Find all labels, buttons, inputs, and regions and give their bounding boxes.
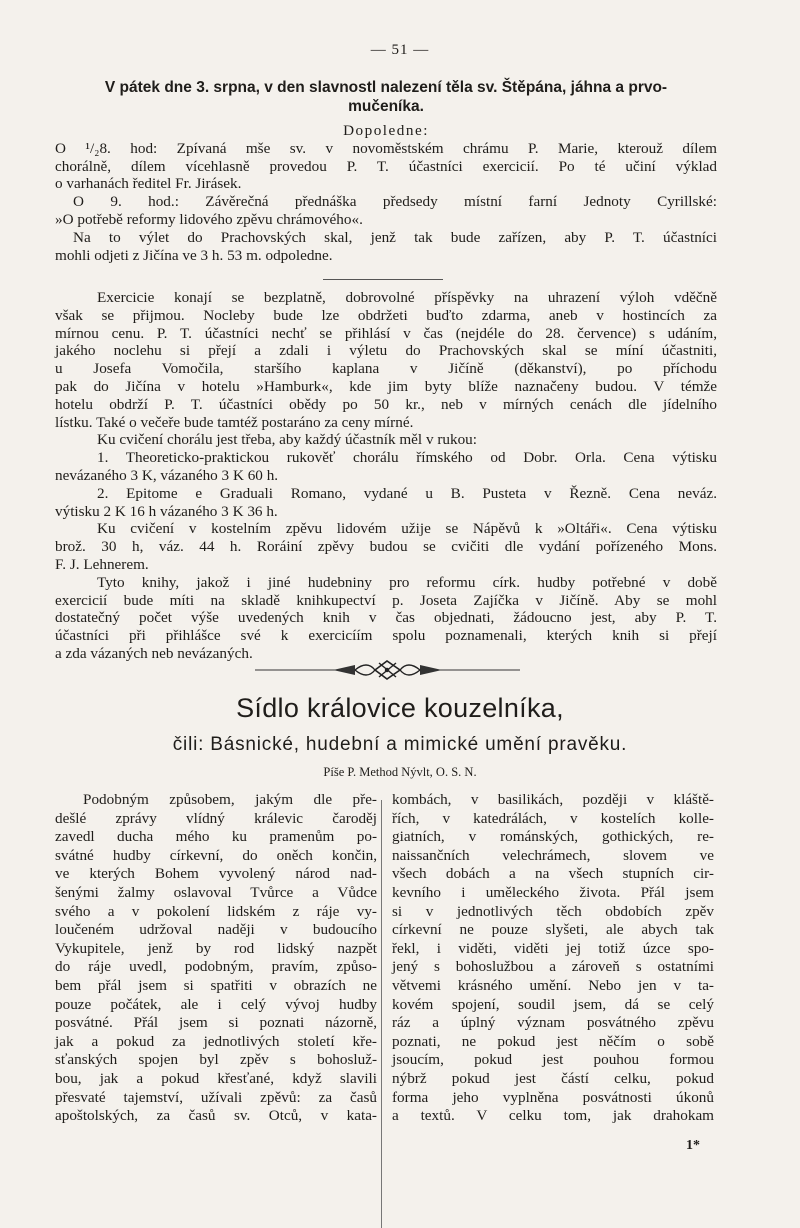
column-line: do ráje uvedl, podobným, pravím, způso- bbox=[55, 958, 377, 976]
column-line: apoštolských, za časů sv. Otců, v kata- bbox=[55, 1107, 377, 1125]
exercise-line: účastníci při přihlášce své k exercicíím spolu poznamenali, kterých knih si přejí bbox=[55, 627, 717, 645]
schedule-heading: Dopoledne: bbox=[343, 122, 429, 139]
column-line: kombách, v basilikách, později v kláště- bbox=[392, 791, 714, 808]
exercise-line: hotelu obdrží P. T. účastníci obědy po 50 kr., neb v mírných cenách dle jídelního bbox=[55, 395, 717, 413]
column-line: přesvaté tajemství, užívali zpěvů: za časů bbox=[55, 1088, 377, 1106]
column-line: svátné hudby církevní, do oněch končin, bbox=[55, 846, 377, 864]
schedule-line: O ¹/₂8. hod: Zpívaná mše sv. v novoměstském chrámu P. Marie, kterouž dílem bbox=[55, 139, 717, 157]
column-line: jak a pokud za jednotlivých století kře- bbox=[55, 1032, 377, 1050]
exercise-line: výtisku 2 K 16 h vázaného 3 K 36 h. bbox=[55, 502, 278, 520]
article-column-left bbox=[55, 791, 377, 1126]
schedule-section bbox=[55, 122, 717, 264]
exercise-line: brož. 30 h, váz. 44 h. Roráiní zpěvy budou se cvičiti dle vydání pořízeného Mons. bbox=[55, 538, 717, 556]
article-subtitle: čili: Básnické, hudební a mimické umění pravěku. bbox=[172, 734, 628, 755]
exercise-line: mírnou cenu. P. T. účastníci nechť se přihlásí v čas (nejdéle do 28. července) s udáním, bbox=[55, 324, 717, 342]
exercise-line: jakého noclehu si přejí a zdali i výletu do Prachovských skal se míní účastniti, bbox=[55, 342, 717, 360]
schedule-line: O 9. hod.: Závěrečná přednáška předsedy místní farní Jednoty Cyrillské: bbox=[73, 193, 717, 211]
exercise-line: Exercicie konají se bezplatně, dobrovolné příspěvky na uhrazení výloh vděčně bbox=[97, 289, 717, 306]
column-line: bou, jak a pokud křesťané, když slavili bbox=[55, 1069, 377, 1087]
column-line: jený s bohoslužbou a zároveň s ostatními bbox=[392, 958, 714, 976]
column-line: naissančních velechrámech, slovem ve bbox=[392, 846, 714, 864]
column-line: ráz a úplný význam posvátného zpěvu bbox=[392, 1014, 714, 1032]
event-title-line: mučeníka. bbox=[348, 98, 424, 115]
column-divider bbox=[381, 800, 382, 1228]
column-line: forma jeho vyplněna posvátnosti úkonů bbox=[392, 1088, 714, 1106]
schedule-line: »O potřebě reformy lidového zpěvu chrámového«. bbox=[55, 210, 363, 228]
exercise-line: dostatečný počet výše uvedených knih v čas objednati, žádoucno jest, aby P. T. bbox=[55, 609, 717, 627]
exercise-line: u Josefa Vomočila, staršího kaplana v Jičíně (děkanství), po příchodu bbox=[55, 360, 717, 378]
exercise-line: však se přijmou. Nocleby bude lze obdržeti buďto zdarma, aneb v hostincích za bbox=[55, 306, 717, 324]
page-number: — 51 — bbox=[370, 42, 430, 58]
column-line: větvemi krásného umění. Nebo jen v ta- bbox=[392, 976, 714, 994]
exercise-line: a zda vázaných neb nevázaných. bbox=[55, 644, 253, 662]
schedule-line: chorálně, dílem vícehlasně provedou P. T. účastníci exercicií. Po té učiní výklad bbox=[55, 157, 717, 175]
column-line: ve kterých Bohem vyvolený národ nad- bbox=[55, 865, 377, 883]
schedule-line: mohli odjeti z Jičína ve 3 h. 53 m. odpoledne. bbox=[55, 246, 333, 264]
column-line: církevní ne pouze slyšeti, ale abych tak bbox=[392, 921, 714, 939]
article-title: Sídlo královice kouzelníka, bbox=[236, 693, 564, 723]
exercise-line: 2. Epitome e Graduali Romano, vydané u B. Pusteta v Řezně. Cena neváz. bbox=[97, 484, 717, 502]
column-line: Vykupitele, jenž by rod lidský nazpět bbox=[55, 939, 377, 957]
exercise-section bbox=[55, 289, 717, 663]
exercise-line: Tyto knihy, jakož i jiné hudebniny pro reformu círk. hudby potřebné v době bbox=[97, 573, 717, 591]
column-line: dešlé zprávy vlídný králevic čaroděj bbox=[55, 809, 377, 827]
column-line: bem přál jsem si spatřiti v obrazích ne bbox=[55, 976, 377, 994]
exercise-line: F. J. Lehnerem. bbox=[55, 555, 149, 573]
exercise-line: nevázaného 3 K, vázaného 3 K 60 h. bbox=[55, 466, 279, 484]
exercise-line: Ku cvičení chorálu jest třeba, aby každý účastník měl v rukou: bbox=[97, 431, 477, 449]
column-line: kevního i uměleckého života. Přál jsem bbox=[392, 883, 714, 901]
column-line: zavedl ducha mého ku pramenům po- bbox=[55, 828, 377, 846]
article-byline: Píše P. Method Nývlt, O. S. N. bbox=[323, 765, 477, 779]
column-line: poznati, ne pokud jest něčím o sobě bbox=[392, 1032, 714, 1050]
article-column-right bbox=[392, 791, 714, 1126]
column-line: si v jednotlivých těch obdobích zpěv bbox=[392, 902, 714, 920]
exercise-line: pak do Jičína v hotelu »Hamburk«, kde jim byty blíže naznačeny budou. V témže bbox=[55, 377, 717, 395]
schedule-line: o varhanách ředitel Fr. Jirásek. bbox=[55, 175, 242, 193]
exercise-line: exercicií bude míti na skladě knihkupectví p. Joseta Zajíčka v Jičíně. Aby se mohl bbox=[55, 591, 717, 609]
column-line: Podobným způsobem, jakým dle pře- bbox=[83, 791, 377, 808]
event-title-line: V pátek dne 3. srpna, v den slavnostl nalezení těla sv. Štěpána, jáhna a prvo- bbox=[104, 79, 668, 96]
event-title bbox=[55, 78, 717, 116]
column-line: jsoucím, pokud jest pouhou formou bbox=[392, 1051, 714, 1069]
column-line: sťanských spojen byl zpěv s bohosluž- bbox=[55, 1051, 377, 1069]
column-line: posvátné. Přál jsem si poznati názorně, bbox=[55, 1014, 377, 1032]
column-line: svého a v pokolení lidském z ráje vy- bbox=[55, 902, 377, 920]
exercise-line: lístku. Také o večeře bude tamtéž postaráno za ceny mírné. bbox=[55, 413, 414, 431]
column-line: giatních, v románských, gothických, re- bbox=[392, 828, 714, 846]
column-line: pouze počátek, ale i celý vývoj hudby bbox=[55, 995, 377, 1013]
ornament-divider-icon bbox=[255, 658, 520, 682]
column-line: a textů. V celku tom, jak drahokam bbox=[392, 1107, 714, 1125]
column-line: loučeném udržoval naději v budoucího bbox=[55, 921, 377, 939]
column-line: nýbrž pokud jest částí celku, pokud bbox=[392, 1069, 714, 1087]
column-line: šenými žalmy oslavoval Tvůrce a Vůdce bbox=[55, 883, 377, 901]
exercise-line: Ku cvičení v kostelním zpěvu lidovém užije se Nápěvů k »Oltáři«. Cena výtisku bbox=[97, 520, 717, 538]
column-line: řekl, i viděti, viděti jej totiž úzce spo- bbox=[392, 939, 714, 957]
column-line: kovém spojení, soudil jsem, dá se celý bbox=[392, 995, 714, 1013]
exercise-line: 1. Theoreticko-praktickou rukověť chorálu římského od Dobr. Orla. Cena výtisku bbox=[97, 449, 717, 467]
printer-signature-mark: 1* bbox=[686, 1138, 700, 1153]
section-divider bbox=[323, 279, 443, 280]
column-line: všech dobách a na všech stupních cir- bbox=[392, 865, 714, 883]
column-line: řích, v katedrálách, v kostelích kolle- bbox=[392, 809, 714, 827]
schedule-line: Na to výlet do Prachovských skal, jenž tak bude zařízen, aby P. T. účastníci bbox=[73, 228, 717, 246]
